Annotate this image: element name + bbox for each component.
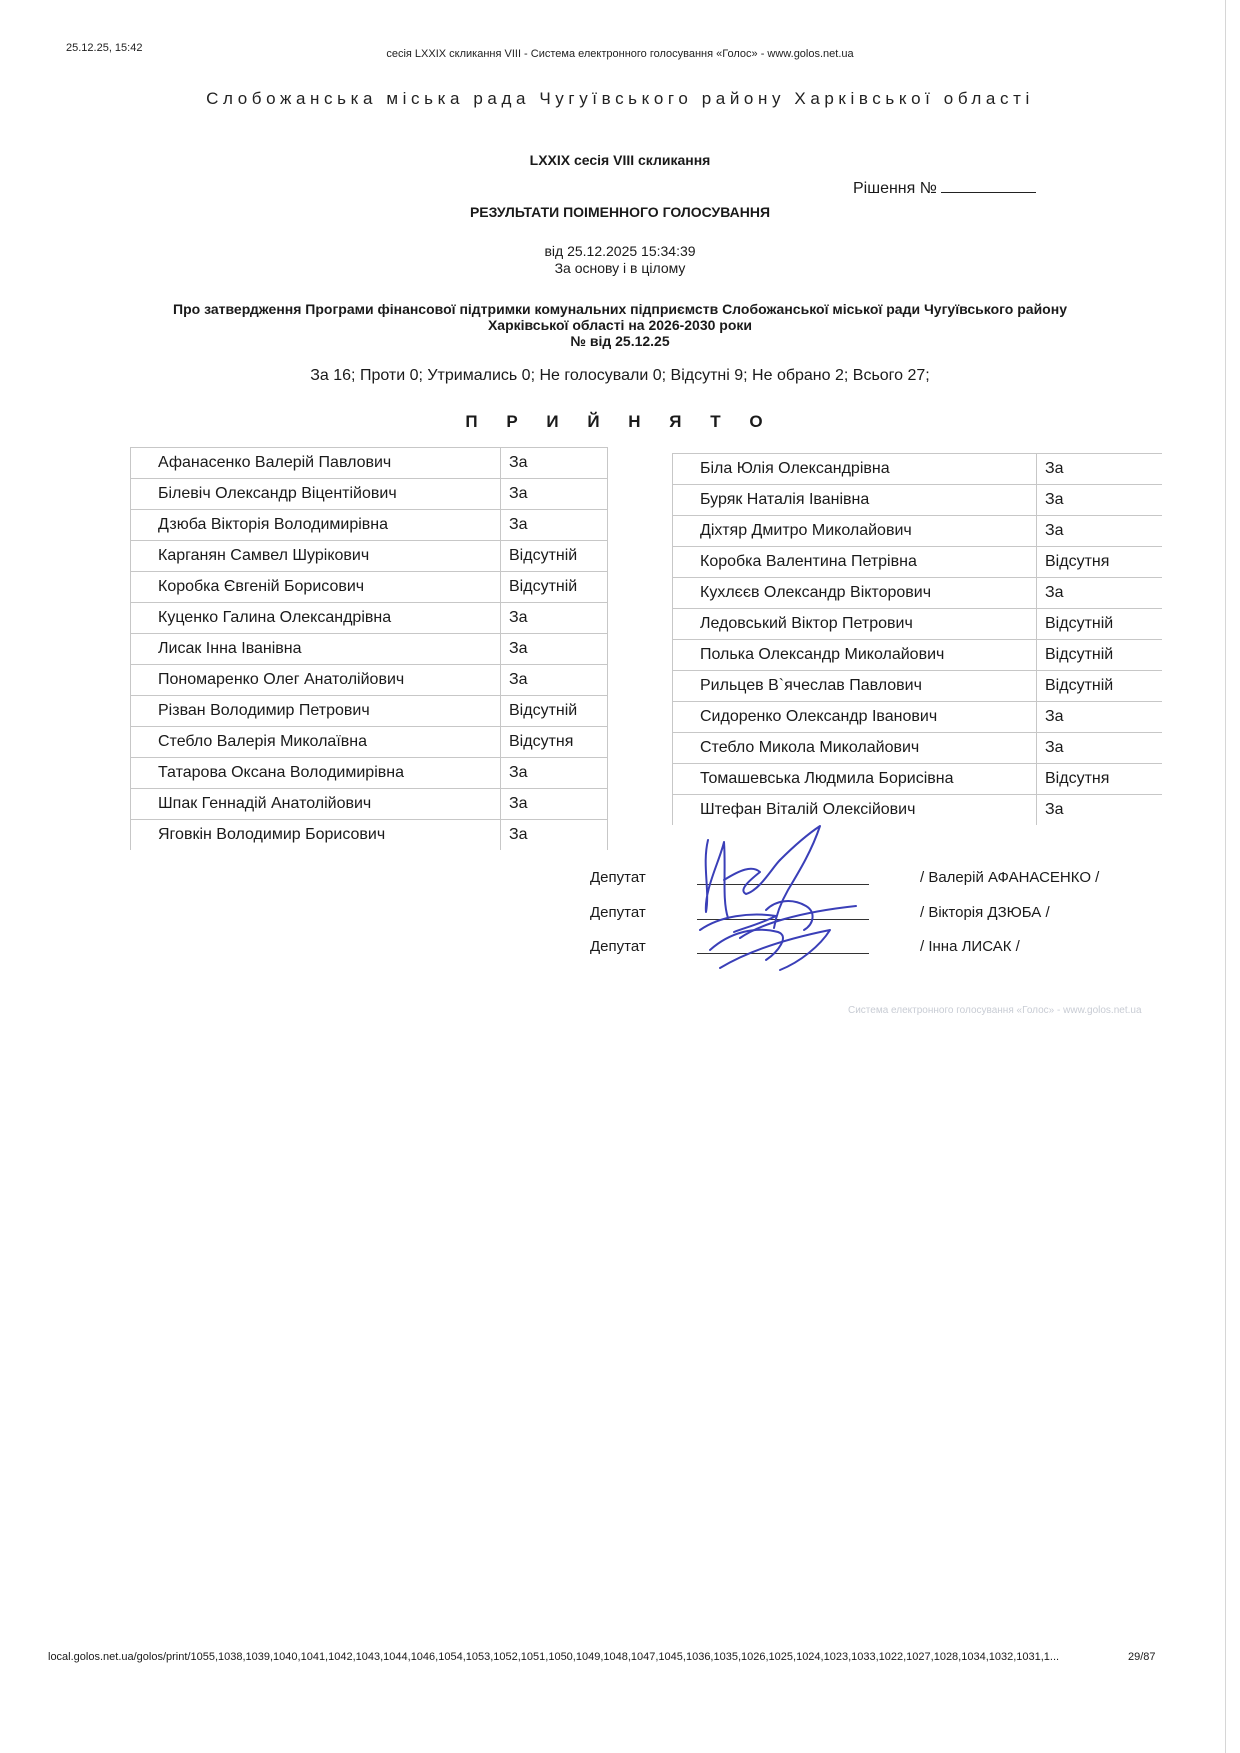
vote-value: За <box>501 479 608 510</box>
vote-row <box>673 640 1163 671</box>
vote-row <box>131 665 608 696</box>
print-header: сесія LXXIX скликання VIII - Система електронного голосування «Голос» - www.golos.net.ua <box>386 48 854 60</box>
vote-value: Відсутній <box>501 541 608 572</box>
subject-line: № від 25.12.25 <box>570 333 670 349</box>
decision-number <box>853 178 1036 198</box>
vote-value: За <box>501 603 608 634</box>
result-status: П Р И Й Н Я Т О <box>465 412 775 431</box>
vote-row <box>131 696 608 727</box>
deputy-name: Татарова Оксана Володимирівна <box>131 758 501 789</box>
deputy-name: Коробка Євгеній Борисович <box>131 572 501 603</box>
vote-row <box>131 448 608 479</box>
decision-blank-line <box>941 178 1036 193</box>
vote-row <box>131 603 608 634</box>
vote-meta <box>0 243 1240 277</box>
vote-row <box>673 547 1163 578</box>
vote-value: За <box>1037 795 1163 826</box>
vote-value: Відсутня <box>1037 764 1163 795</box>
deputy-name: Полька Олександр Миколайович <box>673 640 1037 671</box>
signature-row <box>0 938 1240 958</box>
deputy-name: Рильцев В`ячеслав Павлович <box>673 671 1037 702</box>
subject-line: Харківської області на 2026-2030 роки <box>487 317 753 333</box>
deputy-name: Дзюба Вікторія Володимирівна <box>131 510 501 541</box>
deputy-name: Сидоренко Олександр Іванович <box>673 702 1037 733</box>
vote-row <box>673 485 1163 516</box>
vote-value: За <box>501 510 608 541</box>
signature-name: / Валерій АФАНАСЕНКО / <box>920 869 1100 886</box>
vote-type: За основу і в цілому <box>554 260 686 276</box>
signature-name: / Вікторія ДЗЮБА / <box>920 904 1050 921</box>
vote-row <box>131 727 608 758</box>
deputy-name: Лисак Інна Іванівна <box>131 634 501 665</box>
handwritten-signature <box>680 820 880 980</box>
vote-row <box>131 510 608 541</box>
vote-value: Відсутня <box>501 727 608 758</box>
deputy-name: Штефан Віталій Олексійович <box>673 795 1037 826</box>
footer-watermark: Система електронного голосування «Голос» - www.golos.net.ua <box>848 1005 1142 1016</box>
deputy-name: Ледовський Віктор Петрович <box>673 609 1037 640</box>
votes-table-left <box>130 447 608 850</box>
deputy-name: Буряк Наталія Іванівна <box>673 485 1037 516</box>
deputy-name: Шпак Геннадій Анатолійович <box>131 789 501 820</box>
vote-row <box>131 758 608 789</box>
deputy-name: Афанасенко Валерій Павлович <box>131 448 501 479</box>
vote-value: За <box>501 665 608 696</box>
signature-row <box>0 869 1240 889</box>
vote-value: За <box>501 634 608 665</box>
vote-value: За <box>501 789 608 820</box>
signature-name: / Інна ЛИСАК / <box>920 938 1020 955</box>
vote-value: Відсутній <box>501 696 608 727</box>
council-name: Слобожанська міська рада Чугуївського району Харківської області <box>206 89 1034 108</box>
vote-row <box>673 609 1163 640</box>
signature-label: Депутат <box>590 938 646 955</box>
vote-row <box>673 702 1163 733</box>
vote-row <box>673 764 1163 795</box>
deputy-name: Стебло Валерія Миколаївна <box>131 727 501 758</box>
vote-row <box>673 733 1163 764</box>
vote-summary: За 16; Проти 0; Утримались 0; Не голосували 0; Відсутні 9; Не обрано 2; Всього 27; <box>310 367 930 384</box>
vote-value: За <box>1037 578 1163 609</box>
vote-row <box>131 820 608 851</box>
vote-value: Відсутній <box>1037 671 1163 702</box>
vote-value: За <box>501 758 608 789</box>
vote-value: За <box>1037 516 1163 547</box>
deputy-name: Куценко Галина Олександрівна <box>131 603 501 634</box>
vote-value: За <box>1037 485 1163 516</box>
vote-value: За <box>1037 454 1163 485</box>
deputy-name: Кухлєєв Олександр Вікторович <box>673 578 1037 609</box>
vote-value: За <box>501 448 608 479</box>
vote-row <box>673 578 1163 609</box>
signature-row <box>0 904 1240 924</box>
print-datetime: 25.12.25, 15:42 <box>66 42 143 54</box>
deputy-name: Різван Володимир Петрович <box>131 696 501 727</box>
deputy-name: Пономаренко Олег Анатолійович <box>131 665 501 696</box>
vote-value: За <box>501 820 608 851</box>
subject <box>110 301 1130 349</box>
vote-row <box>673 516 1163 547</box>
vote-row <box>131 541 608 572</box>
page-number: 29/87 <box>1128 1651 1156 1663</box>
signature-label: Депутат <box>590 904 646 921</box>
vote-value: За <box>1037 733 1163 764</box>
votes-table-right <box>672 453 1162 825</box>
deputy-name: Томашевська Людмила Борисівна <box>673 764 1037 795</box>
footer-url: local.golos.net.ua/golos/print/1055,1038,1039,1040,1041,1042,1043,1044,1046,1054,1053,1052,1051,1050,1049,1048,1047,1045,1036,1035,1026,1025,1024,1023,1033,1022,1027,1028,1034,1032,1031,1... <box>48 1651 1060 1663</box>
signature-label: Депутат <box>590 869 646 886</box>
vote-datetime: від 25.12.2025 15:34:39 <box>544 243 696 259</box>
subject-line: Про затвердження Програми фінансової підтримки комунальних підприємств Слобожанської міської ради Чугуївського району <box>173 301 1067 317</box>
session-title: LXXIX сесія VIII скликання <box>529 152 711 168</box>
vote-value: Відсутній <box>1037 609 1163 640</box>
vote-value: Відсутня <box>1037 547 1163 578</box>
vote-row <box>673 454 1163 485</box>
vote-row <box>673 671 1163 702</box>
vote-value: Відсутній <box>1037 640 1163 671</box>
vote-row <box>131 479 608 510</box>
deputy-name: Стебло Микола Миколайович <box>673 733 1037 764</box>
vote-row <box>131 572 608 603</box>
deputy-name: Карганян Самвел Шурікович <box>131 541 501 572</box>
deputy-name: Яговкін Володимир Борисович <box>131 820 501 851</box>
results-title: РЕЗУЛЬТАТИ ПОІМЕННОГО ГОЛОСУВАННЯ <box>469 204 771 220</box>
deputy-name: Білевіч Олександр Віцентійович <box>131 479 501 510</box>
deputy-name: Діхтяр Дмитро Миколайович <box>673 516 1037 547</box>
deputy-name: Біла Юлія Олександрівна <box>673 454 1037 485</box>
vote-row <box>131 634 608 665</box>
vote-value: За <box>1037 702 1163 733</box>
vote-value: Відсутній <box>501 572 608 603</box>
vote-row <box>131 789 608 820</box>
deputy-name: Коробка Валентина Петрівна <box>673 547 1037 578</box>
decision-label: Рішення № <box>853 180 937 197</box>
